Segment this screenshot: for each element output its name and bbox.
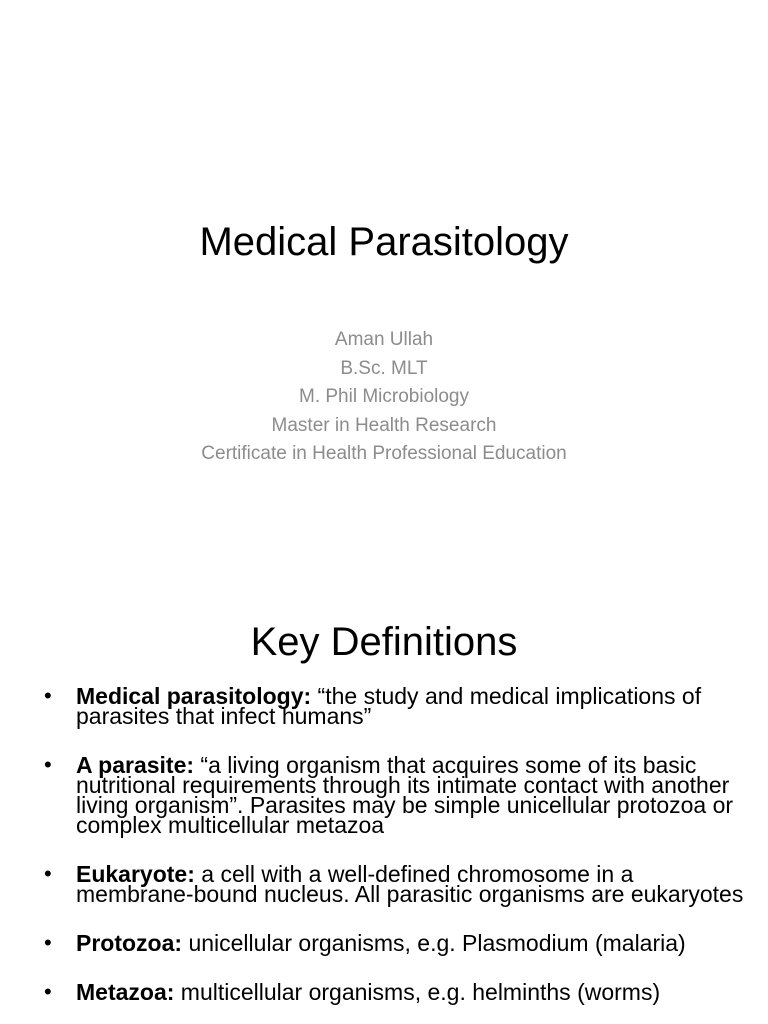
- list-item: [44, 752, 744, 838]
- credential-line: Master in Health Research: [271, 414, 497, 436]
- slide-title: Key Definitions: [250, 620, 518, 664]
- list-item: [44, 683, 744, 729]
- definition-term: Metazoa:: [76, 979, 175, 1005]
- definition-term: Medical parasitology:: [76, 683, 312, 709]
- definition-text: a cell with a well-defined chromosome in a membrane-bound nucleus. All parasitic organisms are eukaryotes: [76, 861, 744, 907]
- definition-term: A parasite:: [76, 752, 195, 778]
- credential-line: B.Sc. MLT: [340, 357, 428, 379]
- bullet-icon: •: [44, 752, 52, 777]
- definition-term: Eukaryote:: [76, 861, 195, 887]
- bullet-icon: •: [44, 930, 52, 955]
- definition-text: “the study and medical implications of parasites that infect humans”: [76, 683, 702, 729]
- definition-term: Protozoa:: [76, 930, 183, 956]
- definition-text: unicellular organisms, e.g. Plasmodium (malaria): [182, 930, 686, 956]
- bullet-icon: •: [44, 861, 52, 886]
- definition-text: multicellular organisms, e.g. helminths (worms): [174, 979, 661, 1005]
- credential-line: M. Phil Microbiology: [299, 386, 469, 407]
- definition-list: [44, 683, 744, 1024]
- definitions-slide: [0, 576, 768, 1024]
- definition-text: “a living organism that acquires some of its basic nutritional requirements through its intimate contact with another living organism”. Parasites may be simple unicellular protozoa or complex multicellular metazoa: [76, 752, 734, 838]
- author-credentials: [0, 326, 768, 469]
- slide-title: Medical Parasitology: [199, 220, 569, 264]
- list-item: [44, 979, 744, 1005]
- author-name: Aman Ullah: [334, 329, 434, 350]
- list-item: [44, 861, 744, 907]
- credential-line: Certificate in Health Professional Education: [201, 443, 567, 464]
- bullet-icon: •: [44, 683, 52, 708]
- bullet-icon: •: [44, 979, 52, 1004]
- list-item: [44, 930, 744, 956]
